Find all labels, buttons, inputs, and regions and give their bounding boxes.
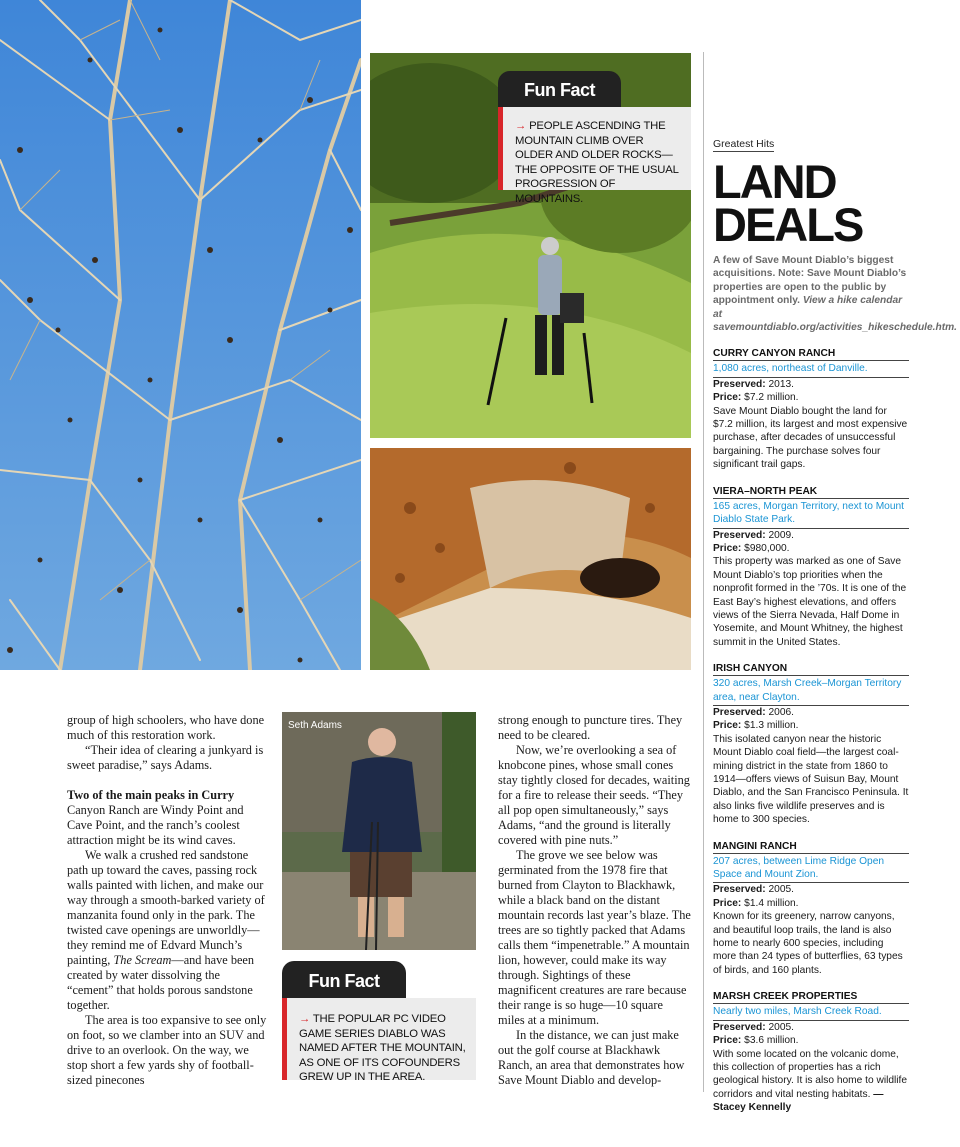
deal-preserved: Preserved: 2006.	[713, 706, 794, 718]
arrow-icon: →	[299, 1013, 311, 1025]
article-column-3	[498, 713, 692, 1088]
deal-price: Price: $7.2 million.	[713, 392, 799, 404]
paragraph: group of high schoolers, who have done much of this restoration work.	[67, 713, 265, 742]
deal-price: Price: $980,000.	[713, 542, 790, 554]
fun-fact-box	[498, 107, 691, 205]
fun-fact-tab: Fun Fact	[498, 71, 621, 107]
deal-preserved: Preserved: 2005.	[713, 884, 794, 896]
column-divider	[703, 52, 704, 1092]
deal-name: CURRY CANYON RANCH	[713, 348, 909, 361]
deal-location: 165 acres, Morgan Territory, next to Mount Diablo State Park.	[713, 499, 909, 529]
deal-name: VIERA–NORTH PEAK	[713, 486, 909, 499]
deal-price: Price: $3.6 million.	[713, 1035, 799, 1047]
deal-entry	[713, 991, 909, 1114]
arrow-icon: →	[515, 120, 527, 132]
paragraph	[67, 788, 267, 848]
fun-fact-text: THE POPULAR PC VIDEO GAME SERIES DIABLO WAS NAMED AFTER THE MOUNTAIN, AS ONE OF ITS COFOUNDERS GREW UP IN THE AREA.	[299, 1013, 466, 1083]
deal-preserved: Preserved: 2005.	[713, 1021, 794, 1033]
deal-description: Save Mount Diablo bought the land for $7.2 million, its largest and most expensive purchase, after decades of unsuccessful bargaining. The purchase solves four significant trail gaps.	[713, 405, 908, 471]
deal-location: 207 acres, between Lime Ridge Open Space and Mount Zion.	[713, 854, 909, 884]
sidebar-label: Greatest Hits	[713, 138, 775, 150]
land-deals-sidebar	[713, 134, 958, 1115]
deal-location: Nearly two miles, Marsh Creek Road.	[713, 1004, 909, 1020]
deal-preserved: Preserved: 2009.	[713, 529, 794, 541]
tree-branches-photo	[0, 0, 361, 670]
deal-price: Price: $1.4 million.	[713, 897, 799, 909]
deal-entry	[713, 841, 909, 978]
deal-price: Price: $1.3 million.	[713, 720, 799, 732]
deal-description: This property was marked as one of Save Mount Diablo’s top priorities when the nonprofit formed in the ’70s. It is one of the East Bay’s highest elevations, and offers views of the Sierra Nevada, Half Dome in Yosemite, and Mount Whitney, the highest summit in the United States.	[713, 556, 907, 648]
deal-location: 1,080 acres, northeast of Danville.	[713, 361, 909, 377]
deal-preserved: Preserved: 2013.	[713, 378, 794, 390]
paragraph: In the distance, we can just make out the golf course at Blackhawk Ranch, an area that demonstrates how Save Mount Diablo and develop-	[498, 1028, 685, 1087]
deal-entry	[713, 348, 909, 471]
deal-description: Known for its greenery, narrow canyons, and beautiful loop trails, the land is also home to nearly 600 species, including more than 24 types of butterflies, 63 types of birds, and 160 plants.	[713, 911, 903, 976]
paragraph: We walk a crushed red sandstone path up toward the caves, passing rock walls painted with lichen, and make our way through a smooth-barked variety of manzanita found only in the park. The twisted cave openings are unworldly—they remind me of Edvard Munch’s painting, The Scream—and have been created by water dissolving the “cement” that holds porous sandstone together.	[67, 848, 265, 1012]
deal-entry	[713, 663, 909, 826]
sidebar-title: LAND DEALS	[713, 155, 863, 251]
deal-list	[713, 348, 909, 1114]
deal-description: With some located on the volcanic dome, this collection of properties has a rich geological history. It is also home to wildlife corridors and vital nesting habitats. —Stacey Kennelly	[713, 1048, 908, 1114]
fun-fact-text: PEOPLE ASCENDING THE MOUNTAIN CLIMB OVER OLDER AND OLDER ROCKS—THE OPPOSITE OF THE USUAL PROGRESSION OF MOUNTAINS.	[515, 120, 679, 205]
photo-caption: Seth Adams	[288, 720, 342, 731]
paragraph: The grove we see below was germinated from the 1978 fire that burned from Clayton to Blackhawk, while a black band on the distant mountain records last year’s blaze. The trees are so tightly packed that Adams calls them “impenetrable.” A mountain lion, however, could make its way through. Sightings of these magnificent creatures are rare because their range is so huge—10 square miles at a minimum.	[498, 848, 691, 1027]
hike-calendar-link[interactable]: View a hike calendar at savemountdiablo.org/activities_hikeschedule.htm.	[713, 295, 958, 334]
paragraph: The area is too expansive to see only on foot, so we clamber into an SUV and drive to an overlook. On the way, we stop short a few yards shy of football-sized pinecones	[67, 1013, 267, 1087]
subhead-lead: Two of the main peaks in Curry	[67, 788, 235, 802]
fun-fact-box	[282, 998, 476, 1083]
deal-name: MANGINI RANCH	[713, 841, 909, 854]
article-column-1	[67, 713, 267, 1088]
byline: —Stacey Kennelly	[713, 1088, 884, 1114]
deal-entry	[713, 486, 909, 649]
paragraph-text: Canyon Ranch are Windy Point and Cave Point, and the ranch’s coolest attraction might be its wind caves.	[67, 803, 244, 847]
cave-photo	[370, 448, 691, 670]
deal-location: 320 acres, Marsh Creek–Morgan Territory area, near Clayton.	[713, 676, 909, 706]
deal-description: This isolated canyon near the historic Mount Diablo coal field—the largest coal-mining district in the state from 1860 to 1914—offers views of Suisun Bay, Mount Diablo, and the San Francisco Peninsula. It also links five wildlife preserves and is home to 300 species.	[713, 733, 909, 826]
deal-name: IRISH CANYON	[713, 663, 909, 676]
sidebar-intro: A few of Save Mount Diablo’s biggest acquisitions. Note: Save Mount Diablo’s properties are open to the public by appointment only. View a hike calendar at savemountdiablo.org/activities_hikeschedule.htm.	[713, 255, 958, 334]
deal-name: MARSH CREEK PROPERTIES	[713, 991, 909, 1004]
paragraph: Now, we’re overlooking a sea of knobcone pines, whose small cones stay tightly closed for decades, waiting for a fire to release their seeds. “They all pop open simultaneously,” says Adams, “and the ground is literally covered with pine nuts.”	[498, 743, 690, 847]
seth-adams-photo	[282, 712, 476, 950]
fun-fact-tab: Fun Fact	[282, 961, 406, 998]
painting-title: The Scream	[113, 953, 172, 967]
paragraph: strong enough to puncture tires. They need to be cleared.	[498, 713, 683, 742]
paragraph: “Their idea of clearing a junkyard is sweet paradise,” says Adams.	[67, 743, 264, 772]
